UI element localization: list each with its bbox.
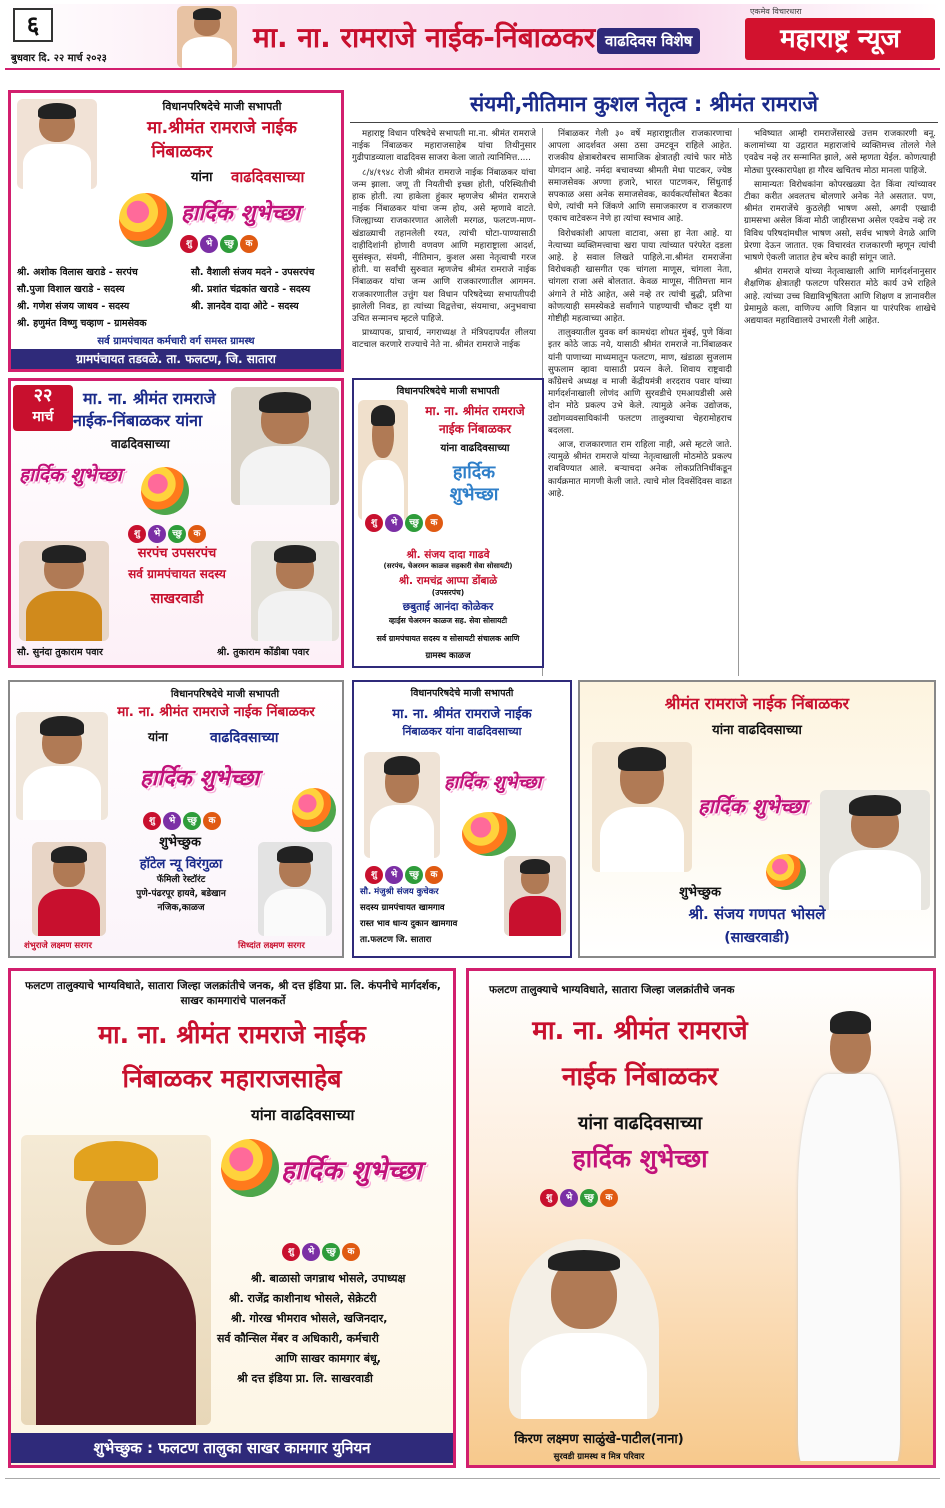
ad7-line1: मा. ना. श्रीमंत रामराजे नाईक	[98, 1020, 366, 1049]
ad1-line2: मा.श्रीमंत रामराजे नाईक	[147, 118, 297, 138]
paragraph: सामान्यतः विरोधकांना कोपरखळ्या देत किंवा त्यांच्यावर टीका करीत अवलतच बोलणारे अनेक नेते असतात. पण, श्रीमंत रामराजेंचे कुठलेही भाषण असो, अगदी एखादी ग्रामसभा असेल किंवा मोठी जाहीरसभा असेल एवढेच नव्हे तर विविध परिषदांमधील भाषण असो, सर्वच भाषणे वेगळे आणि प्रेरणा देऊन जातात. एक विचारवंत राजकारणी म्हणून त्यांची भाषणे ऐकली जातात हेच बरेच काही सांगून जाते.	[744, 179, 936, 264]
sarpanch-photo	[19, 541, 109, 641]
badge: च्छु	[580, 1189, 598, 1207]
ad1-line5: वाढदिवसाच्या	[231, 168, 305, 186]
badge: च्छु	[168, 525, 186, 543]
ad6-wisher: शुभेच्छुक	[679, 885, 721, 900]
ad8-line2: नाईक निंबाळकर	[561, 1062, 719, 1092]
badge-row	[142, 808, 222, 830]
paragraph: प्राध्यापक, प्राचार्य, नगराध्यक्ष ते मंत्रिपदापर्यंत लीलया वाटचाल करणारे राज्याचे नेते ना. श्रीमंत रामराजे नाईक	[352, 328, 536, 351]
ad7-line2: निंबाळकर महाराजसाहेब	[122, 1064, 342, 1093]
flower-bouquet	[141, 467, 189, 515]
badge: च्छु	[220, 235, 238, 253]
ad-kiran-salunkhe	[466, 968, 936, 1468]
leader-portrait	[231, 387, 339, 505]
badge: भे	[560, 1189, 578, 1207]
ad7-name: श्री. बाळासो जगन्नाथ भोसले, उपाध्यक्ष	[251, 1272, 406, 1285]
badge: शु	[540, 1189, 558, 1207]
ad3-line1: विधानपरिषदेचे माजी सभापती	[396, 386, 500, 397]
ad8-greet: हार्दिक शुभेच्छा	[572, 1144, 708, 1173]
ad1-name: श्री. प्रशांत चंद्रकांत खराडे - सदस्य	[191, 284, 311, 295]
paragraph: आज, राजकारणात राम राहिला नाही, असे म्हटले जाते. त्यामुळे श्रीमंत रामराजे यांच्या नेतृत्वाखाली मोठमोठे प्रकल्प राबविण्यात आले. बऱ्याचदा अनेक लोकप्रतिनिधींकडून कार्यक्रमात मागणी केली जाते. त्याचे मोल दिवसेंदिवस वाढत आहे.	[548, 440, 732, 499]
header-portrait	[177, 6, 237, 68]
badge: क	[600, 1189, 618, 1207]
badge: भे	[385, 514, 403, 532]
ad4-line2: मा. ना. श्रीमंत रामराजे नाईक निंबाळकर	[117, 704, 315, 720]
ad4-wisher: शुभेच्छुक	[159, 835, 201, 850]
paragraph: ८/४/१९४८ रोजी श्रीमंत रामराजे नाईक निंबाळकर यांचा जन्म झाला. जणू ती नियतीची इच्छा होती, परिस्थितीची हाक होती. त्या हाकेला हुंकार म्हणजेच श्रीमंत रामराजे नाईक निंबाळकर यांचा जन्म होय, असे म्हणावे वाटते. जिल्ह्याच्या राजकारणात आलेली मरगळ, फलटण-माण-खंडाळ्याची तहानलेली रयत, त्यांची घोटा-पाण्यासाठी दाहीदिशांनी होणारी वणवण आणि महाराष्ट्राला आदर्श, सुसंस्कृत, संयमी, नीतिमान, कुशल असा नेतृत्वाची गरज होती. या सर्वांची सुरुवात म्हणजेच श्रीमंत रामराजे नाईक निंबाळकर यांचा जन्म आणि राजकारणातील आगमन. राजकारणातील उत्तुंग यश विधान परिषदेच्या सभापतीपदी झालेली निवड, हा त्यांच्या विद्वत्तेचा, संयमाचा, अनुभवाचा उचित सन्मानच म्हटले पाहिजे.	[352, 167, 536, 325]
badge: भे	[148, 525, 166, 543]
ad1-line3: निंबाळकर	[151, 142, 213, 162]
upsarpanch-photo	[251, 541, 339, 641]
ad1-staff: सर्व ग्रामपंचायत कर्मचारी वर्ग समस्त ग्रामस्थ	[97, 336, 255, 347]
ad8-sub: सुरवडी ग्रामस्थ व मित्र परिवार	[553, 1452, 645, 1462]
ad1-name: सौ. वैशाली संजय मदने - उपसरपंच	[191, 267, 315, 278]
ad8-line1: मा. ना. श्रीमंत रामराजे	[532, 1016, 748, 1046]
badge: भे	[302, 1243, 320, 1261]
badge-row	[179, 231, 259, 253]
ad1-name: सौ.पुजा विशाल खराडे - सदस्य	[17, 284, 125, 295]
paragraph: निंबाळकर गेली ३० वर्षे महाराष्ट्रातील राजकारणाचा आपला आदर्शवत असा ठसा उमटवून राहिले आहेत. राजकीय क्षेत्राबरोबरच सामाजिक क्षेत्रातही त्यांचे फार मोठे योगदान आहे. नर्मदा बचावच्या श्रीमती मेधा पाटकर, ज्येष्ठ समाजसेवक अण्णा हजारे, भारत पाटणकर, सिंधुताई सपकाळ असा अनेक समाजसेवक, कार्यकर्त्यांसोबत बैठका घेणे, त्यांची मने जिंकणे आणि समाजकारण व राजकारण एकाच वाटेवरून नेणे हा त्यांचा स्वभाव आहे.	[548, 129, 732, 225]
badge: शु	[128, 525, 146, 543]
ad7-name: श्री. राजेंद्र काशीनाथ भोसले, सेक्रेटरी	[229, 1292, 377, 1305]
leader-portrait	[364, 752, 440, 858]
ad4-address2: नजिक,काळज	[157, 903, 205, 913]
paragraph: तालुक्यातील युवक वर्ग कामधंदा शोधत मुंबई, पुणे किंवा इतर कोठे जाऊ नये, यासाठी श्रीमंत रामराजे ना.निंबाळकर यांनी पाणाच्या माध्यमातून फलटण, माण, खंडाळा सुजलाम सुफलाम व्हावा यासाठी प्रयत्न केले. शिवाय राष्ट्रवादी काँग्रेसचे अध्यक्ष व माजी केंद्रीयमंत्री शरदराव पवार यांच्या मार्गदर्शनाखाली लोणंद आणि सुरवडीचे एमआयडीसी असे दोन मोठे प्रकल्प उभे केले. त्यामुळे अनेक उद्योजक, उद्योगव्यवसायिकांनी फलटण तालुक्याचा चेहरामोहराच बदलला.	[548, 328, 732, 436]
ad1-footer: ग्रामपंचायत तडवळे. ता. फलटण, जि. सातारा	[11, 349, 341, 369]
ad2-sub3: साखरवाडी	[150, 591, 204, 607]
leader-portrait	[17, 99, 97, 189]
column-divider	[738, 128, 739, 676]
ad3-name2-sub: (उपसरपंच)	[431, 588, 465, 597]
paragraph: विरोधकांशी आपला वाटावा, असा हा नेता आहे. या नेत्याच्या व्यक्तिमत्त्वाचा खरा पाया त्यांच्यात परंपरेत दडला आहे. हे सवाल लिखते पाहिले.ना.श्रीमंत रामराजेंना विरोधकही खासगीत एक चांगला माणूस, चांगला नेता, चांगला राजा असे बोलतात. केवळ माणूस, नीतिमत्ता मान अंगाने ते मोठे आहेत, असे नव्हे तर त्यांची बुद्धी, प्रतिभा कोणत्याही समस्येकडे सर्वांगाने पाहण्याची चौकट दृष्टी या गोष्टीही महत्वाच्या आहेत.	[548, 228, 732, 325]
ad5-name2: सदस्य ग्रामपंचायत खामगाव	[360, 903, 445, 913]
ad7-intro: फलटण तालुक्याचे भाग्यविधाते, सातारा जिल्हा जलक्रांतीचे जनक, श्री दत्त इंडिया प्रा. लि. कंपनीचे मार्गदर्शक, साखर कामगारांचे पालनकर्ते	[25, 980, 441, 1007]
ad4-person2: सिध्दांत लक्ष्मण सरगर	[238, 941, 305, 951]
ad4-line1: विधानपरिषदेचे माजी सभापती	[170, 689, 280, 700]
ad7-name: श्री दत्त इंडिया प्रा. लि. साखरवाडी	[237, 1372, 373, 1385]
date-month: मार्च	[32, 409, 54, 425]
ad2-person2: श्री. तुकाराम कोंडीबा पवार	[217, 647, 310, 658]
ad5-name1: सौ. मंजुश्री संजय कुचेकर	[360, 887, 439, 897]
ad5-line1: विधानपरिषदेचे माजी सभापती	[410, 688, 514, 699]
brand-logo: महाराष्ट्र न्यूज	[745, 18, 935, 60]
page-bottom-rule	[5, 1478, 940, 1479]
ad4-person1: शंभुराजे लक्ष्मण सरगर	[24, 941, 92, 951]
badge-row	[364, 510, 444, 532]
greeting-script: हार्दिक शुभेच्छा	[444, 772, 542, 793]
ad7-line3: यांना वाढदिवसाच्या	[251, 1106, 355, 1124]
badge: च्छु	[405, 514, 423, 532]
ad1-line1: विधानपरिषदेचे माजी सभापती	[162, 100, 282, 113]
ad4-address1: पुणे-पंढरपूर हायवे, बडेखान	[136, 889, 226, 899]
ad1-name: श्री. अशोक विलास खराडे - सरपंच	[17, 267, 138, 278]
ad6-line1: श्रीमंत रामराजे नाईक निंबाळकर	[664, 694, 850, 713]
flower-bouquet	[119, 193, 173, 247]
ad1-name: श्री. हणुमंत विष्णु चव्हाण - ग्रामसेवक	[17, 318, 147, 329]
ad1-name: श्री. ज्ञानदेव दादा ओटे - सदस्य	[191, 301, 299, 312]
ad5-line2: मा. ना. श्रीमंत रामराजे नाईक	[392, 707, 532, 722]
badge-row	[127, 521, 207, 543]
article-headline: संयमी,नीतिमान कुशल नेतृत्व : श्रीमंत रामराजे	[469, 92, 818, 116]
badge: क	[425, 514, 443, 532]
badge: क	[342, 1243, 360, 1261]
article-column-3	[744, 128, 936, 676]
ad7-footer: शुभेच्छुक : फलटण तालुका साखर कामगार युनियन	[11, 1433, 453, 1463]
ad5-name3: रास्त भाव धान्य दुकान खामगाव	[360, 919, 458, 929]
ad2-line2: नाईक-निंबाळकर यांना	[73, 411, 203, 430]
leader-portrait-royal	[21, 1135, 211, 1425]
badge: भे	[385, 866, 403, 884]
paragraph: भविष्यात आम्ही रामराजेंसारखे उत्तम राजकारणी बनू. कलामांच्या या उद्गारात महाराजांचे व्यक्तिमत्त्व तोलले गेले एवढेच नव्हे तर सन्मानित झाले, असे म्हणता येईल. कोणत्याही मोठ्या पुरस्कारापेक्षा हा गौरव खचितच मोठा मानला पाहिजे.	[744, 129, 936, 176]
badge-row	[281, 1239, 361, 1261]
ad2-sub1: सरपंच उपसरपंच	[137, 546, 217, 561]
badge: च्छु	[322, 1243, 340, 1261]
ad3-footer2: ग्रामस्थ काळज	[425, 651, 471, 661]
ad4-line3: यांना	[148, 730, 168, 744]
brand-tag: एकमेव विचारधारा	[750, 7, 802, 16]
date-number: २२	[33, 385, 53, 406]
badge-row	[364, 862, 444, 884]
ad6-place: (साखरवाडी)	[724, 930, 790, 946]
leader-portrait	[592, 742, 692, 872]
ad3-greet1: हार्दिक	[452, 462, 496, 483]
ad8-line3: यांना वाढदिवसाच्या	[577, 1113, 703, 1134]
ad-kalaj	[352, 378, 544, 668]
ad1-name: श्री. गणेश संजय जाधव - सदस्य	[17, 301, 130, 312]
leader-portrait	[358, 400, 408, 520]
ad4-line4: वाढदिवसाच्या	[210, 730, 279, 746]
greeting-script: हार्दिक शुभेच्छा	[181, 200, 300, 226]
badge: क	[240, 235, 258, 253]
header-title: मा. ना. रामराजे नाईक-निंबाळकर	[253, 21, 596, 54]
ad3-line2: मा. ना. श्रीमंत रामराजे	[425, 404, 525, 418]
badge-row	[539, 1185, 619, 1207]
ad6-name: श्री. संजय गणपत भोसले	[688, 905, 826, 923]
ad3-greet2: शुभेच्छा	[449, 484, 499, 505]
ad-khamgaon	[352, 680, 572, 958]
ad3-name3-sub: व्हाईस चेअरमन काळज सह. सेवा सोसायटी	[388, 616, 508, 625]
badge: शु	[143, 812, 161, 830]
ad-sanjay-bhosale	[578, 680, 936, 958]
ad7-name: श्री. गोरख भीमराव भोसले, खजिनदार,	[231, 1312, 388, 1325]
wisher-photo	[509, 1239, 659, 1419]
ad8-name: किरण लक्ष्मण साळुंखे-पाटील(नाना)	[514, 1432, 684, 1447]
flower-bouquet	[292, 788, 336, 832]
article-column-1	[352, 128, 536, 376]
ad7-name: आणि साखर कामगार बंधू,	[275, 1352, 381, 1365]
ad2-line3: वाढदिवसाच्या	[111, 437, 170, 451]
badge: क	[203, 812, 221, 830]
ad5-line3: निंबाळकर यांना वाढदिवसाच्या	[402, 725, 522, 738]
wisher-photo	[820, 790, 930, 910]
ad3-name1-sub: (सरपंच, चेअरमन काळज सहकारी सेवा सोसायटी)	[383, 562, 513, 570]
ad4-hotel: हॉटेल न्यू विरंगुळा	[139, 857, 223, 872]
badge: भे	[163, 812, 181, 830]
ad-sakhar-kamgar-union	[8, 968, 456, 1468]
greeting-script: हार्दिक शुभेच्छा	[19, 464, 122, 486]
leader-fullbody	[769, 1011, 929, 1461]
issue-date: बुधवार दि. २२ मार्च २०२३	[11, 53, 107, 64]
date-badge	[13, 385, 73, 431]
ad3-footer1: सर्व ग्रामपंचायत सदस्य व सोसायटी संचालक आणि	[376, 634, 520, 643]
ad-tadavale	[8, 90, 344, 372]
badge: क	[425, 866, 443, 884]
ad5-name4: ता.फलटण जि. सातारा	[360, 935, 432, 945]
wisher-photo-2	[258, 842, 332, 936]
article-column-2	[548, 128, 732, 676]
wisher-photo-1	[32, 842, 106, 936]
badge: शु	[365, 514, 383, 532]
ad6-line2: यांना वाढदिवसाच्या	[712, 723, 802, 738]
badge: शु	[365, 866, 383, 884]
badge: शु	[180, 235, 198, 253]
badge: भे	[200, 235, 218, 253]
page-number: ६	[13, 8, 53, 42]
header-banner	[5, 4, 940, 70]
ad3-name2: श्री. रामचंद्र आप्पा डोंबाळे	[398, 575, 498, 587]
ad2-person1: सौ. सुनंदा तुकाराम पवार	[17, 647, 103, 658]
greeting-script: हार्दिक शुभेच्छा	[140, 765, 259, 791]
paragraph: महाराष्ट्र विधान परिषदेचे सभापती मा.ना. श्रीमंत रामराजे नाईक निंबाळकर महाराजसाहेब यांचा तिथीनुसार गुढीपाडव्याला वाढदिवस साजरा केला जातो त्यानिमित्त.....	[352, 129, 536, 164]
flower-bouquet	[221, 1139, 279, 1197]
member-photo	[504, 856, 566, 936]
badge: शु	[282, 1243, 300, 1261]
ad3-name1: श्री. संजय दादा गाढवे	[406, 549, 490, 561]
ad3-line4: यांना वाढदिवसाच्या	[440, 443, 510, 454]
ad3-line3: नाईक निंबाळकर	[438, 422, 512, 436]
ad-sakharwadi	[8, 378, 344, 668]
ad2-sub2: सर्व ग्रामपंचायत सदस्य	[128, 567, 226, 581]
paragraph: श्रीमंत रामराजे यांच्या नेतृत्वाखाली आणि मार्गदर्शनानुसार शैक्षणिक क्षेत्रातही फलटण परिसरात मोठे कार्य उभे राहिले आहे. त्यांच्या उच्च विद्याविभूषितता आणि शिक्षण व ज्ञानावरील प्रेमामुळे कला, वाणिज्य आणि विज्ञान या पारंपरिक शाखेचे अद्ययावत महाविद्यालये उभारली गेली आहेत.	[744, 267, 936, 327]
badge: च्छु	[405, 866, 423, 884]
ad3-name3: छबुताई आनंदा कोळेकर	[402, 601, 494, 613]
header-subtitle: वाढदिवस विशेष	[597, 28, 700, 54]
badge: क	[188, 525, 206, 543]
leader-portrait	[16, 712, 108, 820]
badge: च्छु	[183, 812, 201, 830]
greeting-script: हार्दिक शुभेच्छा	[281, 1156, 422, 1186]
ad2-line1: मा. ना. श्रीमंत रामराजे	[83, 389, 216, 408]
ad7-name: सर्व कौन्सिल मेंबर व अधिकारी, कर्मचारी	[217, 1332, 379, 1345]
ad8-intro: फलटण तालुक्याचे भाग्यविधाते, सातारा जिल्हा जलक्रांतीचे जनक	[489, 984, 735, 996]
ad4-hotel-sub: फॅमिली रेस्टॉरंट	[156, 875, 206, 885]
headline-rule	[350, 122, 938, 123]
ad-hotel-virangula	[8, 680, 344, 958]
greeting-script: हार्दिक शुभेच्छा	[698, 794, 807, 818]
ad1-line4: यांना	[191, 170, 213, 185]
flower-bouquet	[462, 812, 516, 856]
